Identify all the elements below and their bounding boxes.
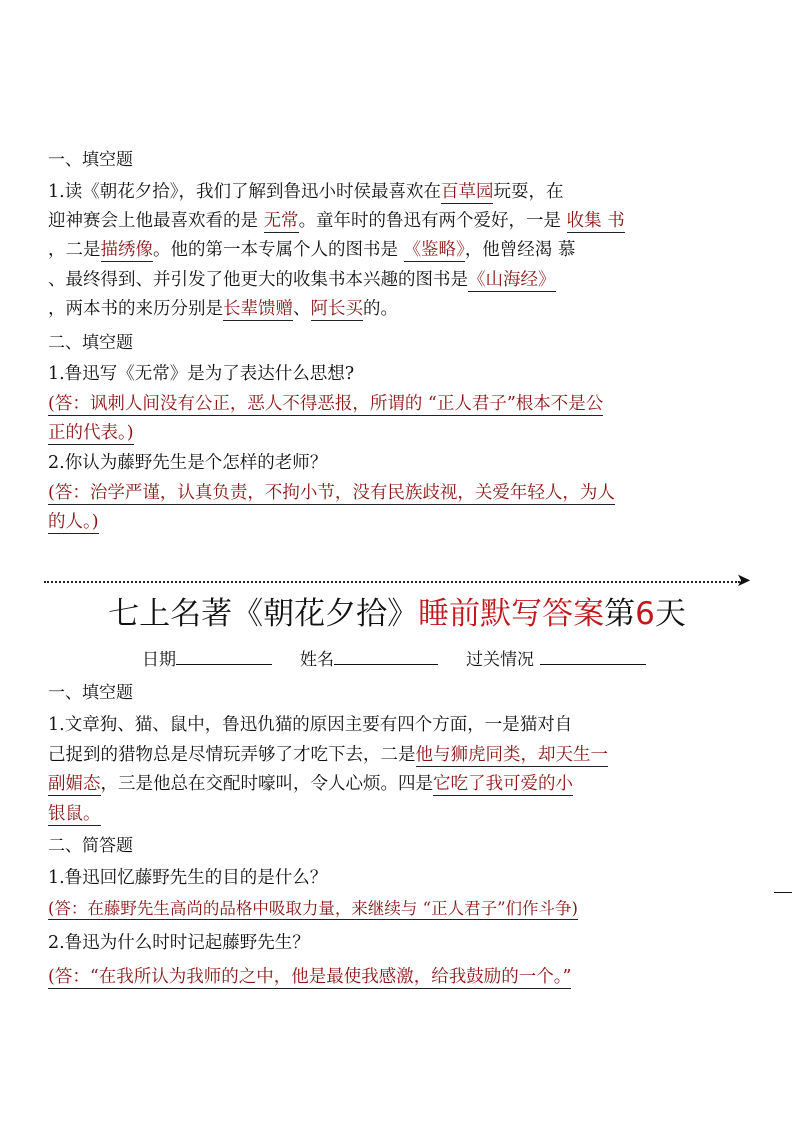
cut-line-divider (44, 581, 740, 583)
answer-blank: 描绣像 (100, 240, 153, 260)
question-text: 1.鲁迅回忆藤野先生的目的是什么？ (48, 868, 328, 888)
section-heading-fill-blank: 一、填空题 (48, 150, 133, 170)
question-text: 2.你认为藤野先生是个怎样的老师？ (48, 453, 328, 473)
title-part: 七上名著《朝花夕拾》 (108, 596, 419, 632)
question-line (48, 772, 573, 796)
question-text: 1.鲁迅写《无常》是为了表达什么思想? (48, 364, 355, 384)
answer-blank: 副媚态 (48, 774, 101, 794)
question-text: 1.文章狗、猫、鼠中，鲁迅仇猫的原因主要有四个方面，一是猫对自 (48, 715, 573, 735)
answer-text: (答：治学严谨，认真负责，不拘小节，没有民族歧视，关爱年轻人，为人 (48, 483, 615, 503)
section-heading-fill-blank-2: 二、填空题 (48, 333, 133, 353)
question-text: 迎神赛会上他最喜欢看的是 (48, 211, 264, 231)
question-text: 的。 (363, 299, 398, 319)
answer-text: 的人。) (48, 512, 99, 532)
date-label: 日期 (142, 650, 176, 670)
name-blank (334, 646, 438, 665)
answer-blank: 银鼠。 (48, 804, 101, 824)
question-text: ，两本书的来历分别是 (48, 299, 223, 319)
question-text: 2.鲁迅为什么时时记起藤野先生？ (48, 933, 310, 953)
answer-blank: 长辈馈赠 (223, 299, 293, 319)
question-line (48, 743, 608, 767)
question-line (48, 238, 575, 262)
title-part: 天 (654, 596, 686, 632)
answer-text: (答：在藤野先生高尚的品格中吸取力量，来继续与 “正人君子”们作斗争) (48, 899, 578, 918)
margin-mark (774, 892, 792, 893)
question-text: 。他的第一本专属个人的图书是 (153, 240, 404, 260)
arrow-right-icon: ➤ (736, 570, 752, 591)
answer-blank: 《鉴略》 (403, 240, 465, 260)
status-blank (540, 646, 646, 665)
title-part-highlight: 睡前默写答案 (418, 596, 605, 632)
question-text: 1.读《朝花夕拾》，我们了解到鲁迅小时侯最喜欢在 (48, 182, 441, 202)
section-heading-short-answer: 二、简答题 (48, 836, 133, 856)
answer-text: (答：讽刺人间没有公正，恶人不得恶报，所谓的 “正人君子”根本不是公 (48, 394, 604, 414)
question-line (48, 802, 101, 826)
answer-line (48, 481, 615, 505)
answer-text: (答：“在我所认为我师的之中，他是最使我感激，给我鼓励的一个。” (48, 967, 572, 987)
answer-blank: 无常 (263, 211, 299, 231)
name-label: 姓名 (300, 650, 334, 670)
status-field (466, 646, 646, 672)
answer-text: 正的代表。) (48, 423, 134, 443)
answer-line (48, 510, 99, 534)
question-text: 、最终得到、并引发了他更大的收集书本兴趣的图书是 (48, 270, 468, 290)
question-text: ，二是 (48, 240, 101, 260)
answer-line (48, 897, 578, 921)
question-line (48, 297, 398, 321)
answer-blank: 它吃了我可爱的小 (433, 774, 573, 794)
answer-blank: 阿长买 (310, 299, 363, 319)
answer-line (48, 965, 571, 989)
section-heading-fill-blank: 一、填空题 (48, 683, 133, 703)
title-day-number: 6 (635, 596, 655, 632)
question-line (48, 180, 563, 204)
answer-line (48, 392, 603, 416)
name-field (300, 646, 438, 672)
question-text: ，三是他总在交配时嚎叫，令人心烦。四是 (100, 774, 433, 794)
question-line (48, 268, 556, 292)
date-blank (176, 646, 272, 665)
answer-line (48, 421, 134, 445)
question-text: 己捉到的猎物总是尽情玩弄够了才吃下去，二是 (48, 745, 416, 765)
answer-blank: 他与狮虎同类，却天生一 (415, 745, 608, 765)
question-text: ，他曾经渴 慕 (464, 240, 576, 260)
page-title (0, 594, 794, 634)
answer-blank: 收集 书 (566, 211, 625, 231)
answer-blank: 《山海经》 (468, 270, 556, 290)
status-label: 过关情况 (466, 650, 534, 670)
title-part: 第 (604, 596, 636, 632)
question-text: 玩耍，在 (493, 182, 564, 202)
question-line (48, 209, 625, 233)
answer-blank: 百草园 (440, 182, 494, 202)
question-text: 。童年时的鲁迅有两个爱好，一是 (298, 211, 567, 231)
question-text: 、 (293, 299, 311, 319)
date-field (142, 646, 272, 672)
